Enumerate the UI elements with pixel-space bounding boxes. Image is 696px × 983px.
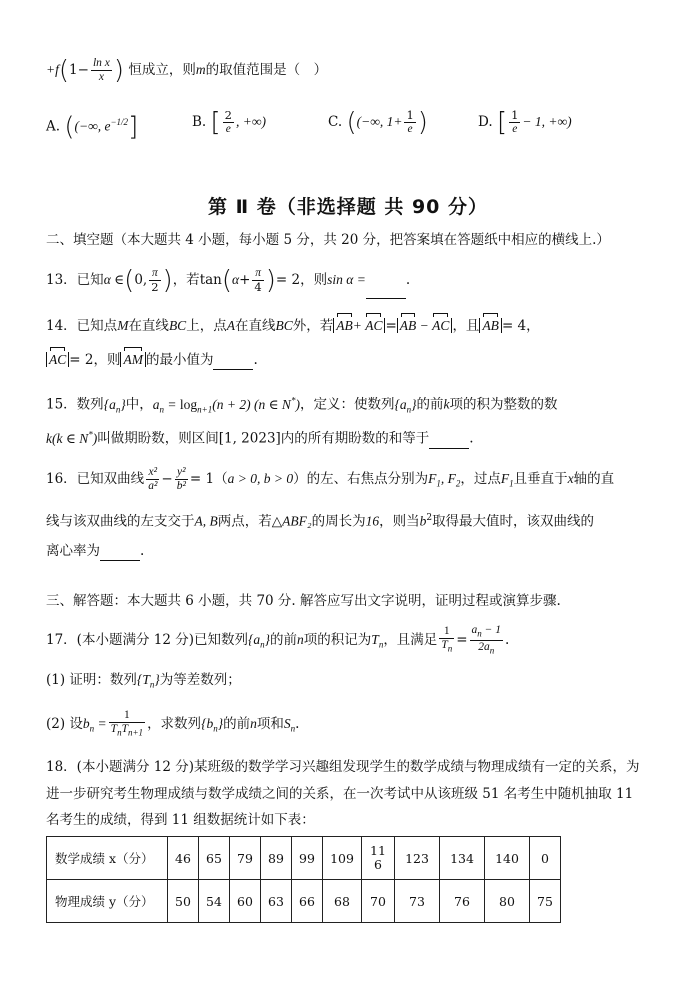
q17-n: n xyxy=(297,632,304,647)
frac-num: x² xyxy=(146,466,159,480)
q13-text-e: = 2，则 xyxy=(275,272,328,288)
q15-line2 xyxy=(46,424,656,449)
an-minus-1-over-2an xyxy=(470,624,504,658)
frac-den: e xyxy=(512,123,518,135)
frac-den: $2a_n$ xyxy=(478,641,495,656)
q13: 13．已知α ∈(0, $\frac{\pi}{2}$ )，若tan(α+ $\frac{\pi}{4}$ )= 2，则sin α = . xyxy=(46,262,656,298)
k-in-n: k(k ∈ N*) xyxy=(46,429,98,446)
sub: n xyxy=(406,404,412,415)
q13-text-a: 13．已知 xyxy=(46,272,104,288)
q15-end: . xyxy=(469,430,474,447)
table-cell: 0 xyxy=(530,837,561,880)
table-header-math: 数学成绩 x（分） xyxy=(47,837,168,880)
table-cell: 63 xyxy=(261,880,292,923)
q16-16: 16 xyxy=(365,513,380,529)
q17-text-d: ，且满足 xyxy=(383,632,438,648)
q15-line1 xyxy=(46,390,656,419)
sub: 2 xyxy=(455,478,461,489)
q16-text-f: 轴的直 xyxy=(573,471,615,487)
q17-Sn xyxy=(283,716,296,734)
choice-b-text: , +∞) xyxy=(236,114,266,129)
sub: n xyxy=(447,643,453,654)
bn-def: $b_n$ = xyxy=(82,716,107,734)
frac-num: $a_n - 1$ xyxy=(470,624,504,641)
table-row-physics xyxy=(47,880,561,923)
table-cell: 66 xyxy=(292,880,323,923)
q16-text-h: 两点，若 xyxy=(217,513,272,530)
sup: * xyxy=(88,429,93,439)
abs-ac xyxy=(46,352,69,367)
q16-text-i: 的周长为 xyxy=(311,513,366,530)
paren-open: ( xyxy=(58,55,70,86)
choice-c-close: ) xyxy=(417,107,428,138)
alpha: α xyxy=(232,272,240,287)
section-title: 第 Ⅱ 卷（非选择题 共 90 分） xyxy=(207,196,489,218)
q17-part2-text-a: (2) 设 xyxy=(46,716,83,732)
abs-am xyxy=(120,352,146,367)
sub: n xyxy=(477,628,482,638)
frac-num: 1 xyxy=(511,108,519,122)
sub: n+1 xyxy=(197,404,213,415)
q17-end: . xyxy=(295,716,300,732)
one-over-tn xyxy=(439,625,454,655)
table-cell: 134 xyxy=(440,837,485,880)
q16-line1: 16．已知双曲线 $\frac{\text{x²}}{\text{a²}}$ − $\frac{\text{y²}}{\text{b²}}$ = 1（a > 0, b > 0）的左、右焦点分别为$F_1$, $F_2$，过点$F_1$且垂直于x轴的直 xyxy=(46,466,615,492)
one-over-tn-tn1 xyxy=(109,709,145,739)
q15-text-d: 的前 xyxy=(416,396,444,413)
q17-part2 xyxy=(46,704,656,744)
q13-tan: tan xyxy=(199,272,222,288)
sup: 2 xyxy=(426,513,433,523)
table-cell: 73 xyxy=(395,880,440,923)
abs-ab xyxy=(479,318,502,333)
table-cell: 89 xyxy=(261,837,292,880)
q14-answer-blank[interactable] xyxy=(213,355,253,370)
q14-text-c: 上，点 xyxy=(186,318,227,334)
seq-an: $\{a_n\}$ xyxy=(247,632,271,650)
answer-header: 三、解答题：本大题共 6 小题，共 70 分. 解答应写出文字说明，证明过程或演算步骤. xyxy=(46,593,561,609)
table-cell: 50 xyxy=(168,880,199,923)
table-cell: 11 6 xyxy=(362,837,395,880)
q14-text-f: ，且 xyxy=(452,318,480,334)
sub: n xyxy=(117,727,122,738)
sub: n xyxy=(260,639,265,650)
q14-text-g: = 4， xyxy=(501,318,540,334)
q14-line2 xyxy=(46,350,656,370)
q16-text-d: ，过点 xyxy=(460,471,501,487)
table-cell: 109 xyxy=(323,837,362,880)
frac-den: a² xyxy=(148,480,158,492)
q14-BC2: BC xyxy=(275,318,293,333)
choice-a-sup: −1/2 xyxy=(110,117,129,127)
q14-text-a: 14．已知点 xyxy=(46,318,118,334)
choice-a xyxy=(46,102,138,147)
seq-an: $\{a_n\}$ xyxy=(103,396,126,415)
q16-answer-blank[interactable] xyxy=(100,546,140,561)
foci: $F_1$, $F_2$ xyxy=(428,471,461,489)
abs-ab-plus-ac: AB+ AC xyxy=(333,318,385,333)
q14-text-b: 在直线 xyxy=(128,318,169,334)
q17-n2: n xyxy=(250,716,257,731)
sub: n xyxy=(489,645,495,656)
q14-M: M xyxy=(117,318,129,333)
q14-text-e: 外，若 xyxy=(292,318,334,334)
log: log xyxy=(179,396,198,412)
q17-text-b: 的前 xyxy=(270,632,298,648)
q15-text-c: ，定义：使数列 xyxy=(299,396,395,413)
sup: * xyxy=(290,395,296,405)
table-cell: 54 xyxy=(199,880,230,923)
seq-bn: $\{b_n\}$ xyxy=(201,716,224,734)
q16-text-b: = 1（ xyxy=(189,471,228,487)
choice-c-letter: C. xyxy=(328,114,343,130)
frac-num: 1 xyxy=(439,625,454,639)
x2-over-a2 xyxy=(146,466,159,493)
vec-ac: AC xyxy=(365,316,382,336)
f1: $F_1$ xyxy=(500,471,514,489)
one-minus: 1− xyxy=(69,62,89,78)
q14-text-d: 在直线 xyxy=(234,318,276,334)
q17-part2-text-d: 项和 xyxy=(256,716,284,732)
table-cell: 140 xyxy=(485,837,530,880)
q16-x: x xyxy=(567,471,574,486)
q15-k: k xyxy=(443,396,450,412)
vec-ab: AB xyxy=(482,316,499,336)
q16-text-e: 且垂直于 xyxy=(513,471,568,487)
q15-text-e: 项的积为整数的数 xyxy=(449,396,558,413)
q15-text-g: 内的所有期盼数的和等于 xyxy=(280,430,430,447)
q16-AB: A, B xyxy=(194,513,218,529)
frac-num: y² xyxy=(175,466,188,480)
q17-tn: T xyxy=(371,632,379,647)
table-cell: 75 xyxy=(530,880,561,923)
q14-BC: BC xyxy=(168,318,187,333)
vec-ab: AB xyxy=(336,316,353,336)
seq-tn: $\{T_n\}$ xyxy=(136,672,160,690)
q15-text-f: 叫做期盼数，则区间 xyxy=(97,430,219,447)
table-cell: 65 xyxy=(199,837,230,880)
frac-den: $T_nT_{n+1}$ xyxy=(110,723,144,738)
frac-num: 2 xyxy=(224,108,232,122)
q15-interval: [1, 2023] xyxy=(218,430,281,447)
choice-c-text: (−∞, 1+ xyxy=(356,114,403,129)
table-row-math xyxy=(47,837,561,880)
q14-text-i: 的最小值为 xyxy=(145,352,214,368)
table-cell: 68 xyxy=(323,880,362,923)
choice-b-letter: B. xyxy=(192,114,207,130)
q13-end: . xyxy=(405,272,411,288)
sub: n xyxy=(89,723,95,734)
sub: n xyxy=(159,404,164,415)
q12-continuation xyxy=(46,50,656,90)
q13-text-c: ，若 xyxy=(172,272,200,288)
table-cell: 76 xyxy=(440,880,485,923)
q14-line1: 14．已知点M在直线BC上，点A在直线BC外，若 AB+ AC = AB − AC ，且 AB = 4， xyxy=(46,318,540,334)
vec-ab: AB xyxy=(400,316,417,336)
q14-A: A xyxy=(226,318,235,333)
sub: n xyxy=(213,723,218,734)
q17-text-c: 项的积记为 xyxy=(303,632,372,648)
table-cell: 80 xyxy=(485,880,530,923)
q17-part2-text-b: ，求数列 xyxy=(147,716,202,732)
q18-line3: 名考生的成绩，得到 11 组数据统计如下表： xyxy=(46,812,315,828)
q17-part1 xyxy=(46,670,656,695)
q16-line3 xyxy=(46,541,656,561)
y2-over-b2 xyxy=(175,466,188,493)
f-plus: +f xyxy=(46,62,59,77)
q17-s: S xyxy=(283,716,291,731)
sub: n+1 xyxy=(127,727,144,738)
q17-part1-text-b: 为等差数列； xyxy=(159,672,241,688)
choice-d-text: − 1, +∞) xyxy=(522,114,572,129)
frac-den: b² xyxy=(176,480,186,492)
choice-b-frac xyxy=(223,109,234,136)
q18-line2: 进一步研究考生物理成绩与数学成绩之间的关系，在一次考试中从该班级 51 名考生中随机抽取 11 xyxy=(46,786,634,802)
q16-text-k: 取得最大值时，该双曲线的 xyxy=(432,513,595,530)
abs-ab-minus-ac: AB − AC xyxy=(397,318,453,333)
paren-close: ) xyxy=(265,265,276,296)
choice-d-letter: D. xyxy=(478,114,493,130)
paren-open: ( xyxy=(124,265,135,296)
table-cell: 79 xyxy=(230,837,261,880)
q13-sin: sin α = xyxy=(327,272,366,287)
q17-line1: 17．(本小题满分 12 分)已知数列$\{a_n\}$的前n项的积记为$T_n$，且满足 $\frac{1}{T_n}$ = $\frac{a_n - 1}{2a_n}$ . xyxy=(46,623,510,656)
q16-triangle: △ABF₂ xyxy=(271,513,312,529)
choice-b-open: [ xyxy=(210,107,221,138)
q16-text-l: 离心率为 xyxy=(46,543,100,559)
var-m: m xyxy=(195,62,206,77)
sub: n xyxy=(115,404,121,415)
q17-part1-text-a: (1) 证明：数列 xyxy=(46,672,137,688)
frac-den: 4 xyxy=(254,280,262,294)
sub: n xyxy=(290,723,296,734)
choice-c-frac xyxy=(404,109,415,136)
frac-num: ln x xyxy=(92,57,110,69)
q16-cond: a > 0, b > 0 xyxy=(227,471,294,486)
q16-b: b xyxy=(419,513,427,529)
frac-den: e xyxy=(225,123,231,135)
seq-an-2: $\{a_n\}$ xyxy=(394,396,417,415)
vec-ac: AC xyxy=(432,316,449,336)
frac-den: x xyxy=(98,71,104,83)
table-cell: 46 xyxy=(168,837,199,880)
q18-line1: 18．(本小题满分 12 分)某班级的数学学习兴趣组发现学生的数学成绩与物理成绩有一定的关系，为 xyxy=(46,759,640,775)
paren-open: ( xyxy=(64,112,75,142)
sub: 1 xyxy=(436,478,441,489)
sub: n xyxy=(149,679,155,690)
table-cell: 123 xyxy=(395,837,440,880)
choice-d xyxy=(478,102,572,143)
vec-am: AM xyxy=(123,350,143,370)
frac-num: 1 xyxy=(109,709,145,723)
paren-close: ) xyxy=(162,265,173,296)
q16-text-j: ，则当 xyxy=(379,513,420,530)
q17-Tn xyxy=(371,632,384,650)
frac-den: $T_n$ xyxy=(441,639,453,654)
q17-text-a: 17．(本小题满分 12 分)已知数列 xyxy=(46,632,248,648)
pi-over-2 xyxy=(149,267,160,294)
choice-a-text: (−∞, e xyxy=(74,118,111,134)
q12-choices xyxy=(46,102,666,142)
paren-close: ) xyxy=(113,55,125,86)
q16-end: . xyxy=(140,543,145,559)
choice-d-frac xyxy=(509,109,520,136)
q17-part2-text-c: 的前 xyxy=(223,716,251,732)
fill-in-header: 二、填空题（本大题共 4 小题，每小题 5 分，共 20 分，把答案填在答题纸中相应的横线上.） xyxy=(46,232,610,248)
vec-ac: AC xyxy=(49,350,66,370)
paren-open: ( xyxy=(346,107,357,138)
sub: 1 xyxy=(509,478,514,489)
table-cell: 60 xyxy=(230,880,261,923)
choice-a-close: ] xyxy=(128,112,139,142)
scores-table xyxy=(46,836,561,923)
q13-alpha-in: α ∈ xyxy=(103,272,125,287)
q16-text-c: ）的左、右焦点分别为 xyxy=(293,471,429,487)
sub: n xyxy=(378,639,384,650)
q14-text-h: = 2，则 xyxy=(69,352,121,368)
table-cell: 70 xyxy=(362,880,395,923)
frac-num: 1 xyxy=(406,108,414,122)
q13-answer-blank[interactable] xyxy=(366,284,406,299)
table-cell: 99 xyxy=(292,837,323,880)
q12-text-a: 恒成立，则 xyxy=(128,62,196,78)
q16-line2 xyxy=(46,508,656,532)
choice-c xyxy=(328,102,428,143)
choice-d-open: [ xyxy=(496,107,508,138)
q15-text-a: 15．数列 xyxy=(46,396,104,413)
q15-answer-blank[interactable] xyxy=(429,434,469,449)
q14-end: . xyxy=(253,352,258,368)
paren-open: ( xyxy=(221,265,233,296)
frac-num: π xyxy=(149,267,160,281)
q16-text-g: 线与该双曲线的左支交于 xyxy=(46,513,195,530)
pi-over-4 xyxy=(252,267,263,294)
choice-b xyxy=(192,102,266,143)
q15-text-b: 中， xyxy=(125,396,153,413)
table-header-physics: 物理成绩 y（分） xyxy=(47,880,168,923)
frac-den: e xyxy=(407,123,413,135)
lnx-over-x xyxy=(91,57,112,84)
choice-a-letter: A. xyxy=(46,118,61,135)
an-formula: $a_n = \log_{n+1}(n + 2)$ (n ∈ N*) xyxy=(152,395,300,415)
q12-text-b: 的取值范围是（ ） xyxy=(205,62,328,78)
frac-den: 2 xyxy=(151,280,159,294)
q16-text-a: 16．已知双曲线 xyxy=(46,471,145,487)
frac-num: π xyxy=(252,267,263,281)
